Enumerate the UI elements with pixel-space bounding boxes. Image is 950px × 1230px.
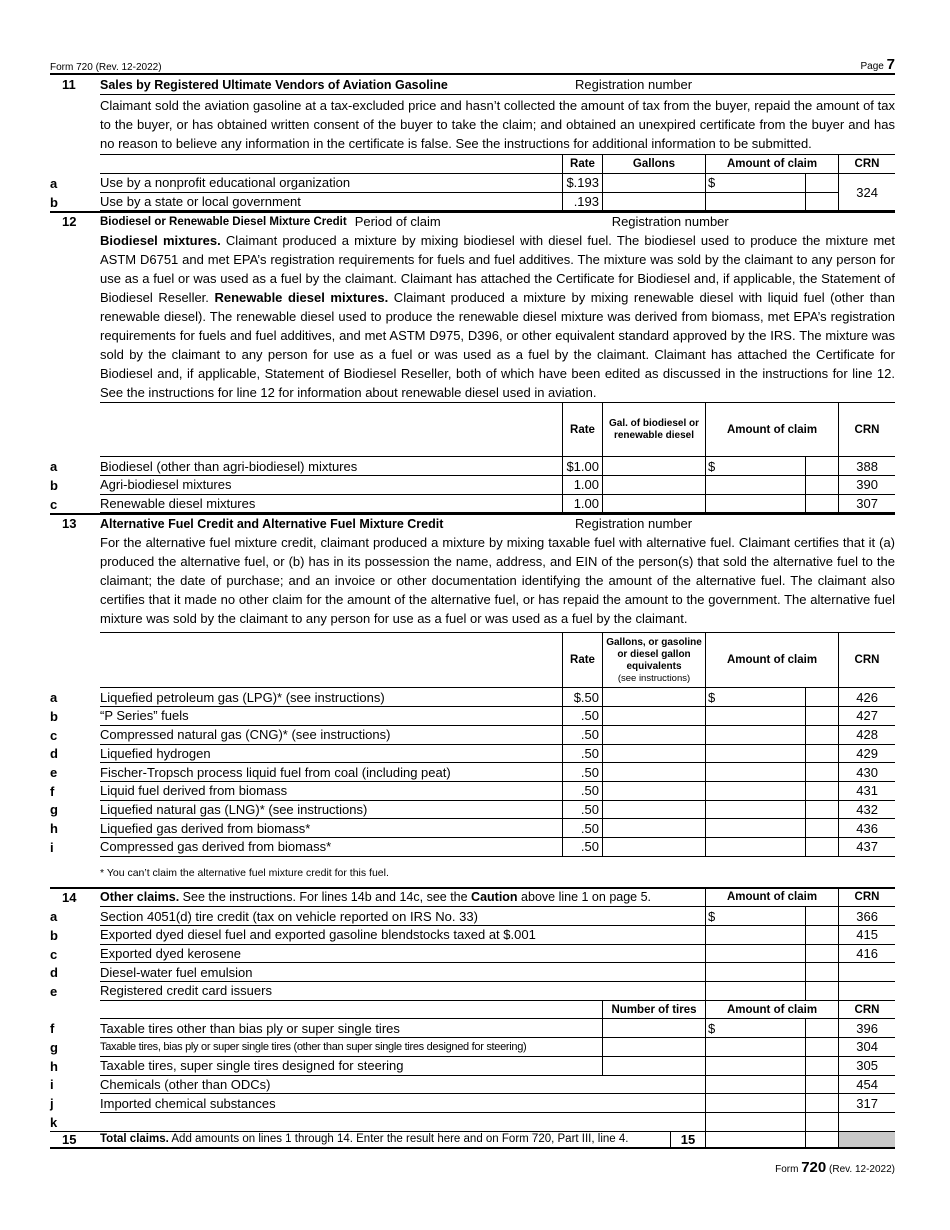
line-description: Taxable tires, super single tires designed for steering bbox=[100, 1057, 602, 1076]
form-number: 720 bbox=[801, 1159, 827, 1177]
cents-input[interactable] bbox=[805, 193, 838, 212]
table-header-row bbox=[50, 403, 895, 457]
table-row bbox=[50, 926, 895, 945]
crn-value: 454 bbox=[838, 1076, 895, 1095]
crn-shaded bbox=[838, 1132, 895, 1150]
tires-header-row bbox=[50, 1001, 895, 1020]
line-letter: f bbox=[50, 1021, 55, 1037]
crn-value: 304 bbox=[838, 1038, 895, 1057]
table-row bbox=[50, 1094, 895, 1113]
line-14-title bbox=[100, 889, 705, 908]
registration-number-label[interactable]: Registration number bbox=[575, 77, 693, 92]
crn-value: 432 bbox=[838, 801, 895, 820]
section-title: Sales by Registered Ultimate Vendors of Aviation Gasoline bbox=[100, 77, 448, 92]
gallons-input[interactable] bbox=[602, 476, 705, 495]
amount-input[interactable] bbox=[705, 707, 805, 726]
amount-input[interactable] bbox=[705, 1094, 805, 1113]
table-row bbox=[50, 1038, 895, 1057]
cents-input[interactable] bbox=[805, 907, 838, 926]
rate-value: .50 bbox=[562, 763, 602, 782]
header-blank bbox=[100, 1001, 602, 1020]
header-blank bbox=[100, 633, 562, 688]
line-description: Taxable tires other than bias ply or super single tires bbox=[100, 1019, 602, 1038]
line-description: Use by a state or local government bbox=[100, 193, 562, 212]
section-title: Alternative Fuel Credit and Alternative Fuel Mixture Credit bbox=[100, 516, 444, 531]
col-amount: Amount of claim bbox=[705, 403, 838, 457]
text: Claimant produced a mixture by mixing renewable diesel with liquid fuel (other than renewable diesel). The renewable diesel used to produce the renewable diesel mixture was derived from biomass, met EPA’s registration requirements for fuels and fuel additives, and met ASTM D975, D396, or other equivalent standard approved by the IRS. The mixture was sold by the claimant to any person for use as a fuel or was used as a fuel by the claimant. Claimant has attached the Certificate for Biodiesel and, if applicable, Statement of Biodiesel Reseller, both of which have been edited as discussed in the instructions for line 12. See the instructions for line 12 for information about renewable diesel used in aviation. bbox=[100, 290, 896, 401]
header-spacer bbox=[50, 155, 100, 174]
crn-value: 317 bbox=[838, 1094, 895, 1113]
table-row bbox=[50, 1113, 895, 1132]
cents-input[interactable] bbox=[805, 495, 838, 514]
line-15-row bbox=[50, 1131, 895, 1150]
cents-input[interactable] bbox=[805, 1038, 838, 1057]
cents-input[interactable] bbox=[805, 926, 838, 945]
line-11-table bbox=[50, 154, 895, 211]
col-gallons-label: Gal. of biodiesel or renewable diesel bbox=[608, 417, 699, 441]
line-description: Liquefied gas derived from biomass* bbox=[100, 819, 562, 838]
rate-value: .50 bbox=[562, 819, 602, 838]
table-row bbox=[50, 688, 895, 707]
gallons-input[interactable] bbox=[602, 174, 705, 193]
header-spacer bbox=[50, 1001, 100, 1020]
line-letter: b bbox=[50, 927, 58, 943]
line-number: 11 bbox=[62, 77, 76, 92]
form-page bbox=[50, 55, 895, 1176]
gallons-input[interactable] bbox=[602, 819, 705, 838]
gallons-input[interactable] bbox=[602, 495, 705, 514]
revision: (Rev. 12-2022) bbox=[829, 1164, 895, 1176]
amount-input[interactable] bbox=[705, 945, 805, 964]
registration-number-label[interactable]: Registration number bbox=[575, 516, 693, 532]
page-footer bbox=[50, 1159, 895, 1176]
section-title: Biodiesel or Renewable Diesel Mixture Credit bbox=[100, 215, 347, 228]
rate-value: .50 bbox=[562, 801, 602, 820]
text: Add amounts on lines 1 through 14. Enter the result here and on Form 720, Part III, line 4. bbox=[168, 1133, 629, 1146]
gallons-input[interactable] bbox=[602, 707, 705, 726]
amount-input[interactable]: $ bbox=[705, 1019, 805, 1038]
line-12-text bbox=[100, 230, 895, 402]
col-gallons-note: (see instructions) bbox=[617, 672, 691, 684]
amount-input[interactable]: $ bbox=[705, 174, 805, 193]
line-letter: b bbox=[50, 477, 58, 493]
line-14-table bbox=[50, 887, 895, 1150]
bold-lead: Total claims. bbox=[100, 1133, 169, 1146]
amount-input[interactable] bbox=[705, 1038, 805, 1057]
crn-value: 307 bbox=[838, 495, 895, 514]
line-description: Compressed natural gas (CNG)* (see instructions) bbox=[100, 726, 562, 745]
line-number: 13 bbox=[62, 516, 77, 532]
page-label: Page bbox=[860, 61, 884, 72]
gallons-input[interactable] bbox=[602, 763, 705, 782]
col-gallons-label: Gallons, or gasoline or diesel gallon equivalents bbox=[606, 636, 702, 672]
cents-input[interactable] bbox=[805, 1076, 838, 1095]
line-letter: a bbox=[50, 175, 58, 191]
gallons-input[interactable] bbox=[602, 688, 705, 707]
line-description: Fischer-Tropsch process liquid fuel from coal (including peat) bbox=[100, 763, 562, 782]
cents-input[interactable] bbox=[805, 819, 838, 838]
cents-input[interactable] bbox=[805, 1094, 838, 1113]
crn-value: 366 bbox=[838, 907, 895, 926]
gallons-input[interactable] bbox=[602, 193, 705, 212]
line-description: Taxable tires, bias ply or super single tires (other than super single tires designed for steering) bbox=[100, 1038, 602, 1057]
line-description: Liquefied hydrogen bbox=[100, 745, 562, 764]
col-crn: CRN bbox=[838, 889, 895, 908]
line-description: Liquid fuel derived from biomass bbox=[100, 782, 562, 801]
bold-lead: Biodiesel mixtures. bbox=[100, 233, 221, 249]
line-description: Exported dyed kerosene bbox=[100, 945, 705, 964]
line-letter: a bbox=[50, 690, 58, 706]
line-letter: g bbox=[50, 802, 58, 818]
line-letter: i bbox=[50, 839, 54, 855]
line-13-heading bbox=[50, 513, 895, 532]
rate-value: .50 bbox=[562, 707, 602, 726]
footnote: * You can’t claim the alternative fuel mixture credit for this fuel. bbox=[100, 866, 389, 879]
cents-input[interactable] bbox=[805, 1113, 838, 1132]
line-14-heading bbox=[50, 889, 895, 908]
line-description: Exported dyed diesel fuel and exported gasoline blendstocks taxed at $.001 bbox=[100, 926, 705, 945]
table-row bbox=[50, 726, 895, 745]
rate-value: $.193 bbox=[562, 174, 602, 193]
cents-input[interactable] bbox=[805, 726, 838, 745]
header-blank bbox=[100, 403, 562, 457]
rate-value: 1.00 bbox=[562, 476, 602, 495]
table-row bbox=[50, 763, 895, 782]
cents-input[interactable] bbox=[805, 1057, 838, 1076]
crn-value: 431 bbox=[838, 782, 895, 801]
bold-lead: Other claims. bbox=[100, 890, 180, 905]
table-row bbox=[50, 476, 895, 495]
line-15-box: 15 bbox=[670, 1132, 705, 1150]
line-description: Registered credit card issuers bbox=[100, 982, 705, 1001]
period-of-claim-label[interactable]: Period of claim bbox=[354, 214, 441, 230]
amount-input[interactable] bbox=[705, 782, 805, 801]
text: Claimant produced a mixture by mixing biodiesel with diesel fuel. The biodiesel used to produce the mixture met ASTM D6751 and met EPA’s registration requirements for fuels and fuel additives. The mixture was sold by the claimant to any person for use as a fuel or was used as a fuel by the claimant. Claimant has attached the Certificate for Biodiesel and, if applicable, the Statement of Biodiesel Reseller. bbox=[100, 233, 896, 306]
page-number bbox=[861, 56, 895, 73]
form-revision: Form 720 (Rev. 12-2022) bbox=[50, 62, 162, 73]
table-row bbox=[50, 1019, 895, 1038]
table-header-row bbox=[50, 155, 895, 174]
line-description: Use by a nonprofit educational organization bbox=[100, 174, 562, 193]
line-letter: e bbox=[50, 983, 58, 999]
line-13-table bbox=[50, 632, 895, 856]
amount-input[interactable] bbox=[705, 193, 805, 212]
amount-input[interactable]: $ bbox=[705, 457, 805, 476]
line-description: Biodiesel (other than agri-biodiesel) mixtures bbox=[100, 457, 562, 476]
gallons-input[interactable] bbox=[602, 801, 705, 820]
line-description: Imported chemical substances bbox=[100, 1094, 705, 1113]
line-letter: i bbox=[50, 1077, 54, 1093]
cents-input[interactable] bbox=[805, 782, 838, 801]
crn-value: 430 bbox=[838, 763, 895, 782]
crn-value: 305 bbox=[838, 1057, 895, 1076]
line-letter: k bbox=[50, 1114, 58, 1130]
rate-value: .50 bbox=[562, 745, 602, 764]
line-letter: h bbox=[50, 1058, 58, 1074]
cents-input[interactable] bbox=[805, 838, 838, 857]
table-row bbox=[50, 457, 895, 476]
col-gallons: Gallons bbox=[602, 155, 705, 174]
col-number-of-tires: Number of tires bbox=[602, 1001, 705, 1020]
col-amount: Amount of claim bbox=[705, 889, 838, 908]
amount-input[interactable]: $ bbox=[705, 907, 805, 926]
line-letter: c bbox=[50, 946, 58, 962]
line-description: Renewable diesel mixtures bbox=[100, 495, 562, 514]
table-row bbox=[50, 982, 895, 1001]
line-description: Compressed gas derived from biomass* bbox=[100, 838, 562, 857]
amount-input[interactable] bbox=[705, 745, 805, 764]
line-number: 12 bbox=[62, 214, 77, 230]
cents-input[interactable] bbox=[805, 745, 838, 764]
crn-value: 429 bbox=[838, 745, 895, 764]
gallons-input[interactable] bbox=[602, 726, 705, 745]
line-description: Liquefied petroleum gas (LPG)* (see instructions) bbox=[100, 688, 562, 707]
col-amount: Amount of claim bbox=[705, 1001, 838, 1020]
amount-input[interactable] bbox=[705, 726, 805, 745]
col-amount: Amount of claim bbox=[705, 633, 838, 688]
gallons-input[interactable] bbox=[602, 745, 705, 764]
table-row bbox=[50, 838, 895, 857]
col-rate: Rate bbox=[562, 155, 602, 174]
table-header-row bbox=[50, 633, 895, 688]
header-spacer bbox=[50, 633, 100, 688]
rate-value: 1.00 bbox=[562, 495, 602, 514]
rate-value: .50 bbox=[562, 726, 602, 745]
cents-input[interactable] bbox=[805, 707, 838, 726]
amount-input[interactable] bbox=[705, 838, 805, 857]
line-letter: b bbox=[50, 708, 58, 724]
header-blank bbox=[100, 155, 562, 174]
number-of-tires-input[interactable] bbox=[602, 1057, 705, 1076]
table-row bbox=[50, 174, 895, 200]
line-letter: d bbox=[50, 746, 58, 762]
line-number: 15 bbox=[50, 1132, 100, 1150]
form-label: Form bbox=[775, 1164, 799, 1176]
gallons-input[interactable] bbox=[602, 838, 705, 857]
crn-value: 428 bbox=[838, 726, 895, 745]
amount-input[interactable] bbox=[705, 982, 805, 1001]
cents-input[interactable] bbox=[805, 457, 838, 476]
line-number: 14 bbox=[62, 890, 77, 906]
line-description bbox=[100, 1113, 705, 1132]
amount-input[interactable] bbox=[705, 763, 805, 782]
line-description: Chemicals (other than ODCs) bbox=[100, 1076, 705, 1095]
text: See the instructions. For lines 14b and 14c, see the bbox=[179, 890, 472, 905]
crn-value: 436 bbox=[838, 819, 895, 838]
amount-input[interactable] bbox=[705, 1076, 805, 1095]
col-rate: Rate bbox=[562, 633, 602, 688]
number-of-tires-input[interactable] bbox=[602, 1019, 705, 1038]
cents-input[interactable] bbox=[805, 476, 838, 495]
table-row bbox=[50, 782, 895, 801]
amount-input[interactable] bbox=[705, 819, 805, 838]
col-crn: CRN bbox=[838, 633, 895, 688]
amount-input[interactable] bbox=[705, 1113, 805, 1132]
table-row bbox=[50, 495, 895, 514]
header-spacer bbox=[50, 403, 100, 457]
cents-input[interactable] bbox=[805, 1019, 838, 1038]
line-letter: d bbox=[50, 965, 58, 981]
number-of-tires-input[interactable] bbox=[602, 1038, 705, 1057]
table-row bbox=[50, 801, 895, 820]
amount-input[interactable] bbox=[705, 963, 805, 982]
table-row bbox=[50, 945, 895, 964]
page-header bbox=[50, 55, 895, 75]
line-description: Diesel-water fuel emulsion bbox=[100, 963, 705, 982]
line-description: “P Series” fuels bbox=[100, 707, 562, 726]
line-letter: c bbox=[50, 496, 58, 512]
table-row bbox=[50, 193, 895, 212]
crn-value bbox=[838, 1113, 895, 1132]
crn-value: 390 bbox=[838, 476, 895, 495]
table-row bbox=[50, 963, 895, 982]
page-num: 7 bbox=[886, 56, 895, 73]
table-row bbox=[50, 707, 895, 726]
line-letter: b bbox=[50, 194, 58, 210]
crn-value bbox=[838, 963, 895, 982]
amount-input[interactable] bbox=[705, 926, 805, 945]
col-crn: CRN bbox=[838, 155, 895, 174]
crn-value: 324 bbox=[838, 174, 895, 211]
col-crn: CRN bbox=[838, 1001, 895, 1020]
line-11-heading bbox=[50, 75, 895, 94]
line-description: Liquefied natural gas (LNG)* (see instructions) bbox=[100, 801, 562, 820]
line-letter: e bbox=[50, 765, 58, 781]
total-cents-input[interactable] bbox=[805, 1132, 838, 1150]
line-letter: j bbox=[50, 1096, 54, 1112]
text: above line 1 on page 5. bbox=[517, 890, 652, 905]
cents-input[interactable] bbox=[805, 801, 838, 820]
cents-input[interactable] bbox=[805, 963, 838, 982]
rate-value: .50 bbox=[562, 782, 602, 801]
cents-input[interactable] bbox=[805, 982, 838, 1001]
caution: Caution bbox=[471, 890, 518, 905]
amount-input[interactable] bbox=[705, 476, 805, 495]
crn-value: 396 bbox=[838, 1019, 895, 1038]
crn-value: 427 bbox=[838, 707, 895, 726]
col-rate: Rate bbox=[562, 403, 602, 457]
crn-value: 415 bbox=[838, 926, 895, 945]
amount-input[interactable] bbox=[705, 801, 805, 820]
amount-input[interactable] bbox=[705, 495, 805, 514]
table-row bbox=[50, 745, 895, 764]
crn-value bbox=[838, 982, 895, 1001]
crn-value: 388 bbox=[838, 457, 895, 476]
line-description: Section 4051(d) tire credit (tax on vehicle reported on IRS No. 33) bbox=[100, 907, 705, 926]
line-letter: a bbox=[50, 909, 58, 925]
crn-value: 437 bbox=[838, 838, 895, 857]
rate-value: .50 bbox=[562, 838, 602, 857]
cents-input[interactable] bbox=[805, 945, 838, 964]
line-description: Agri-biodiesel mixtures bbox=[100, 476, 562, 495]
col-gallons bbox=[602, 633, 705, 688]
col-gallons bbox=[602, 403, 705, 457]
line-15-text bbox=[100, 1132, 670, 1150]
col-amount: Amount of claim bbox=[705, 155, 838, 174]
table-row bbox=[50, 1076, 895, 1095]
line-letter: f bbox=[50, 783, 55, 799]
cents-input[interactable] bbox=[805, 174, 838, 193]
line-12-table bbox=[50, 402, 895, 513]
gallons-input[interactable] bbox=[602, 782, 705, 801]
line-letter: h bbox=[50, 821, 58, 837]
amount-input[interactable] bbox=[705, 1057, 805, 1076]
line-letter: c bbox=[50, 727, 58, 743]
cents-input[interactable] bbox=[805, 763, 838, 782]
cents-input[interactable] bbox=[805, 688, 838, 707]
line-13-text: For the alternative fuel mixture credit, claimant produced a mixture by mixing taxable fuel with alternative fuel. Claimant certifies that it (a) produced the alternative fuel, or (b) has in its possession the name, address, and EIN of the person(s) that sold the alternative fuel to the claimant; the date of purchase; and an invoice or other documentation identifying the amount of the alternative fuel. The claimant also certifies that it made no other claim for the amount of the alternative fuel, or has repaid the amount to the government. The alternative fuel mixture was sold by the claimant to any person for use as a fuel or was used as a fuel by the claimant. bbox=[100, 535, 895, 627]
line-11-text: Claimant sold the aviation gasoline at a tax-excluded price and hasn’t collected the amount of tax from the buyer, repaid the amount of tax to the buyer, or has obtained written consent of the buyer to take the claim; and obtained an unexpired certificate from the buyer and has no reason to believe any information in the certificate is false. See the instructions for additional information to be submitted. bbox=[100, 94, 895, 154]
gallons-input[interactable] bbox=[602, 457, 705, 476]
line-letter: g bbox=[50, 1039, 58, 1055]
table-row bbox=[50, 819, 895, 838]
table-row bbox=[50, 1057, 895, 1076]
line-12-heading bbox=[50, 211, 895, 230]
line-letter: a bbox=[50, 459, 58, 475]
rate-value: .193 bbox=[562, 193, 602, 212]
amount-input[interactable]: $ bbox=[705, 688, 805, 707]
rate-value: $.50 bbox=[562, 688, 602, 707]
table-row bbox=[50, 907, 895, 926]
rate-value: $1.00 bbox=[562, 457, 602, 476]
crn-value: 426 bbox=[838, 688, 895, 707]
total-amount-input[interactable] bbox=[705, 1132, 805, 1150]
col-crn: CRN bbox=[838, 403, 895, 457]
bold-lead: Renewable diesel mixtures. bbox=[214, 290, 389, 306]
registration-number-label[interactable]: Registration number bbox=[611, 214, 729, 230]
crn-value: 416 bbox=[838, 945, 895, 964]
